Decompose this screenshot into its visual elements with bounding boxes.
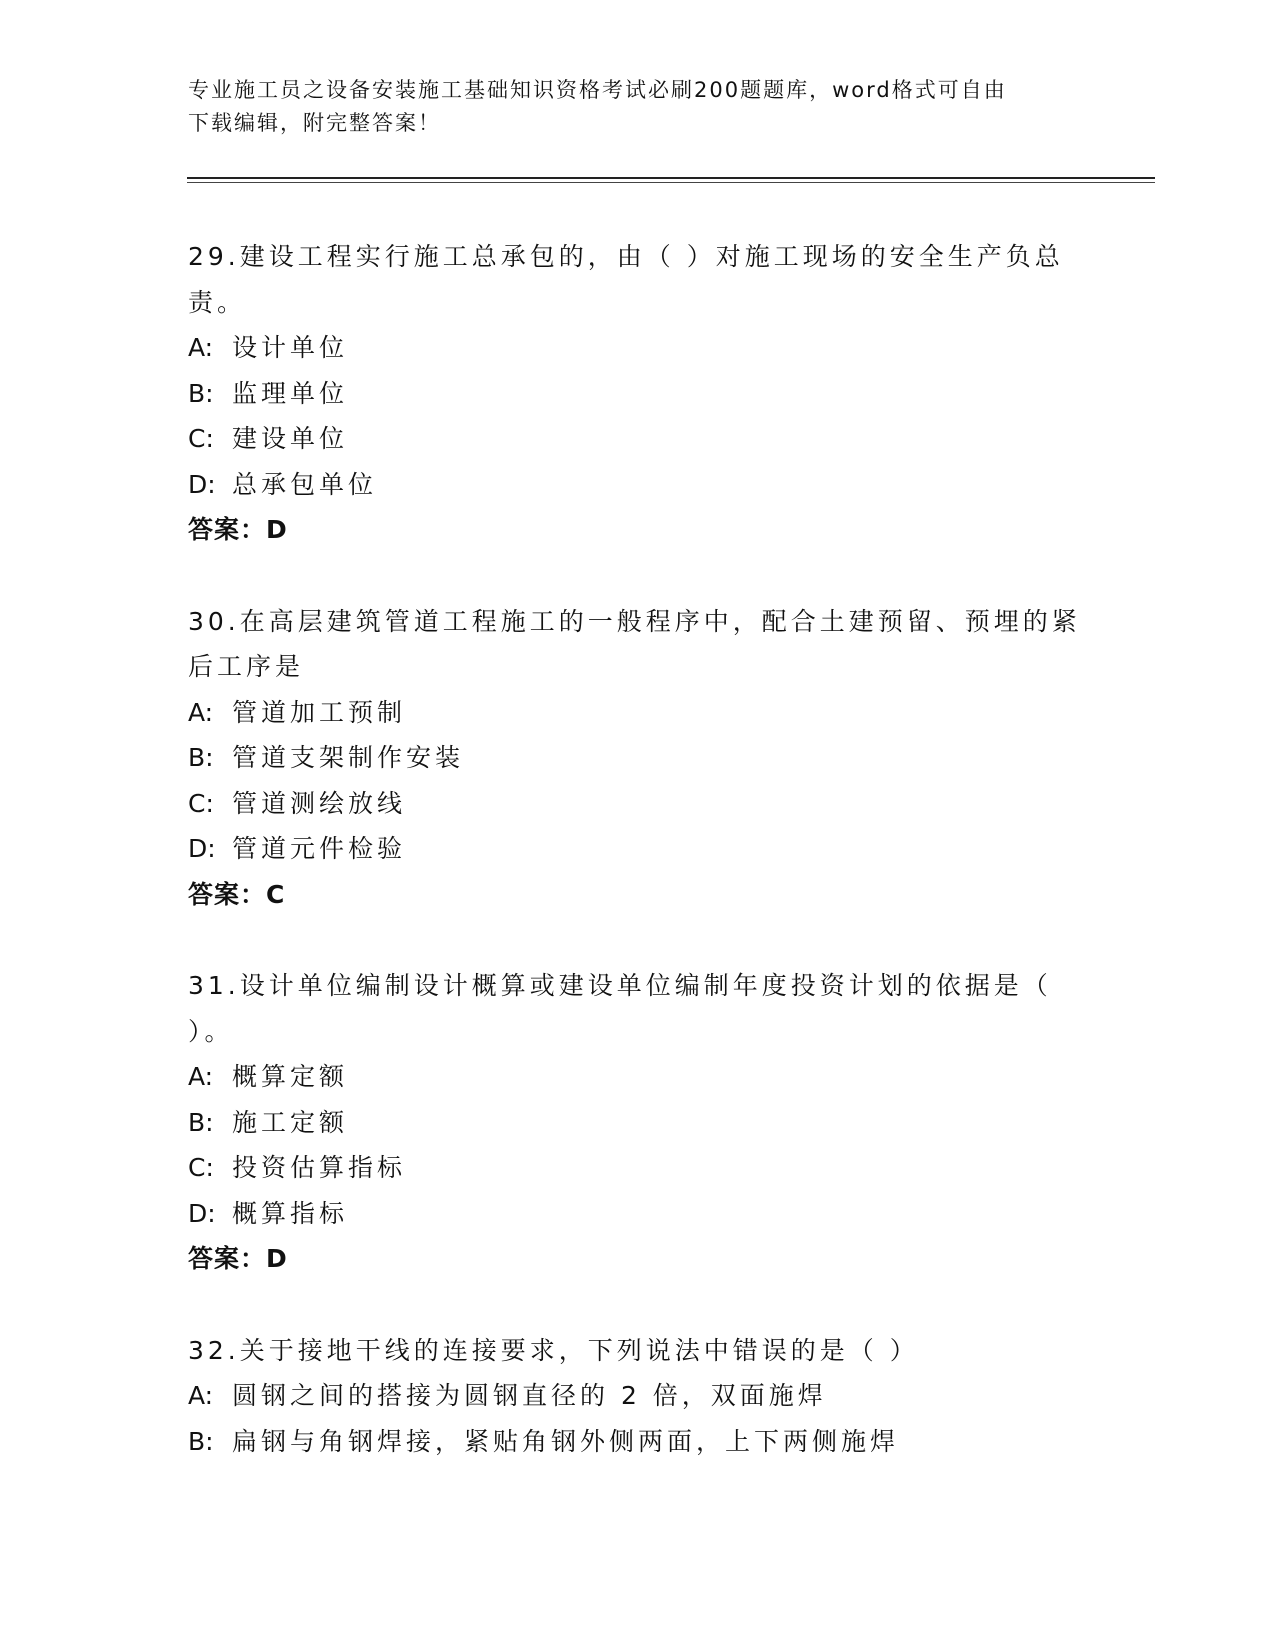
option-b bbox=[188, 1419, 1088, 1465]
option-letter: C: bbox=[188, 788, 214, 818]
header-line-2: 下载编辑，附完整答案！ bbox=[188, 111, 441, 135]
option-text: 总承包单位 bbox=[232, 469, 378, 499]
question-list bbox=[188, 234, 1088, 1510]
option-text: 管道元件检验 bbox=[232, 834, 407, 863]
option-letter: C: bbox=[188, 1153, 214, 1182]
option-d bbox=[188, 1191, 1088, 1237]
option-a bbox=[188, 1054, 1088, 1100]
option-text: 管道测绘放线 bbox=[232, 788, 407, 818]
question-32 bbox=[188, 1328, 1088, 1465]
question-stem-line-2: 责。 bbox=[188, 287, 247, 317]
option-letter: A: bbox=[188, 1381, 214, 1410]
question-stem-line-1: 30.在高层建筑管道工程施工的一般程序中，配合土建预留、预埋的紧 bbox=[188, 606, 1081, 636]
option-letter: D: bbox=[188, 1198, 216, 1228]
option-text: 施工定额 bbox=[232, 1107, 349, 1137]
question-30 bbox=[188, 599, 1088, 918]
option-letter: D: bbox=[188, 834, 216, 863]
option-c bbox=[188, 1145, 1088, 1191]
option-letter: A: bbox=[188, 697, 214, 727]
question-stem bbox=[188, 1328, 1088, 1374]
option-text: 概算指标 bbox=[232, 1198, 349, 1228]
option-text: 管道加工预制 bbox=[232, 697, 407, 727]
question-stem bbox=[188, 963, 1088, 1054]
header-divider-thin bbox=[187, 182, 1155, 183]
option-text: 扁钢与角钢焊接，紧贴角钢外侧两面，上下两侧施焊 bbox=[232, 1426, 900, 1456]
option-a bbox=[188, 325, 1088, 371]
option-letter: B: bbox=[188, 743, 214, 772]
option-text: 监理单位 bbox=[232, 378, 349, 408]
option-text: 管道支架制作安装 bbox=[232, 743, 465, 772]
option-d bbox=[188, 462, 1088, 508]
option-a bbox=[188, 690, 1088, 736]
option-a bbox=[188, 1373, 1088, 1419]
option-letter: B: bbox=[188, 378, 214, 408]
header-line-1: 专业施工员之设备安装施工基础知识资格考试必刷200题题库，word格式可自由 bbox=[188, 78, 1007, 102]
question-stem-line-1: 32.关于接地干线的连接要求，下列说法中错误的是（ ） bbox=[188, 1335, 919, 1365]
question-31 bbox=[188, 963, 1088, 1282]
option-letter: D: bbox=[188, 469, 216, 499]
option-c bbox=[188, 781, 1088, 827]
answer-line: 答案：C bbox=[188, 879, 286, 909]
question-stem bbox=[188, 234, 1088, 325]
option-letter: B: bbox=[188, 1107, 214, 1137]
header-divider-thick bbox=[187, 177, 1155, 179]
option-b bbox=[188, 371, 1088, 417]
option-text: 概算定额 bbox=[232, 1062, 349, 1091]
question-stem-line-2: ）。 bbox=[188, 1016, 234, 1046]
option-text: 设计单位 bbox=[232, 333, 349, 362]
question-stem-line-1: 29.建设工程实行施工总承包的，由（ ）对施工现场的安全生产负总 bbox=[188, 242, 1064, 271]
option-letter: C: bbox=[188, 424, 214, 453]
question-29 bbox=[188, 234, 1088, 553]
option-letter: A: bbox=[188, 1062, 214, 1091]
answer-line: 答案：D bbox=[188, 1244, 288, 1273]
option-c bbox=[188, 416, 1088, 462]
document-header bbox=[188, 74, 1088, 140]
option-letter: A: bbox=[188, 333, 214, 362]
question-stem bbox=[188, 599, 1088, 690]
option-b bbox=[188, 735, 1088, 781]
question-stem-line-1: 31.设计单位编制设计概算或建设单位编制年度投资计划的依据是（ bbox=[188, 971, 1052, 1000]
question-stem-line-2: 后工序是 bbox=[188, 652, 305, 681]
option-text: 投资估算指标 bbox=[232, 1153, 407, 1182]
option-text: 圆钢之间的搭接为圆钢直径的 2 倍，双面施焊 bbox=[232, 1381, 827, 1410]
option-text: 建设单位 bbox=[232, 424, 349, 453]
option-b bbox=[188, 1100, 1088, 1146]
answer-line: 答案：D bbox=[188, 515, 288, 544]
option-d bbox=[188, 826, 1088, 872]
option-letter: B: bbox=[188, 1426, 214, 1456]
